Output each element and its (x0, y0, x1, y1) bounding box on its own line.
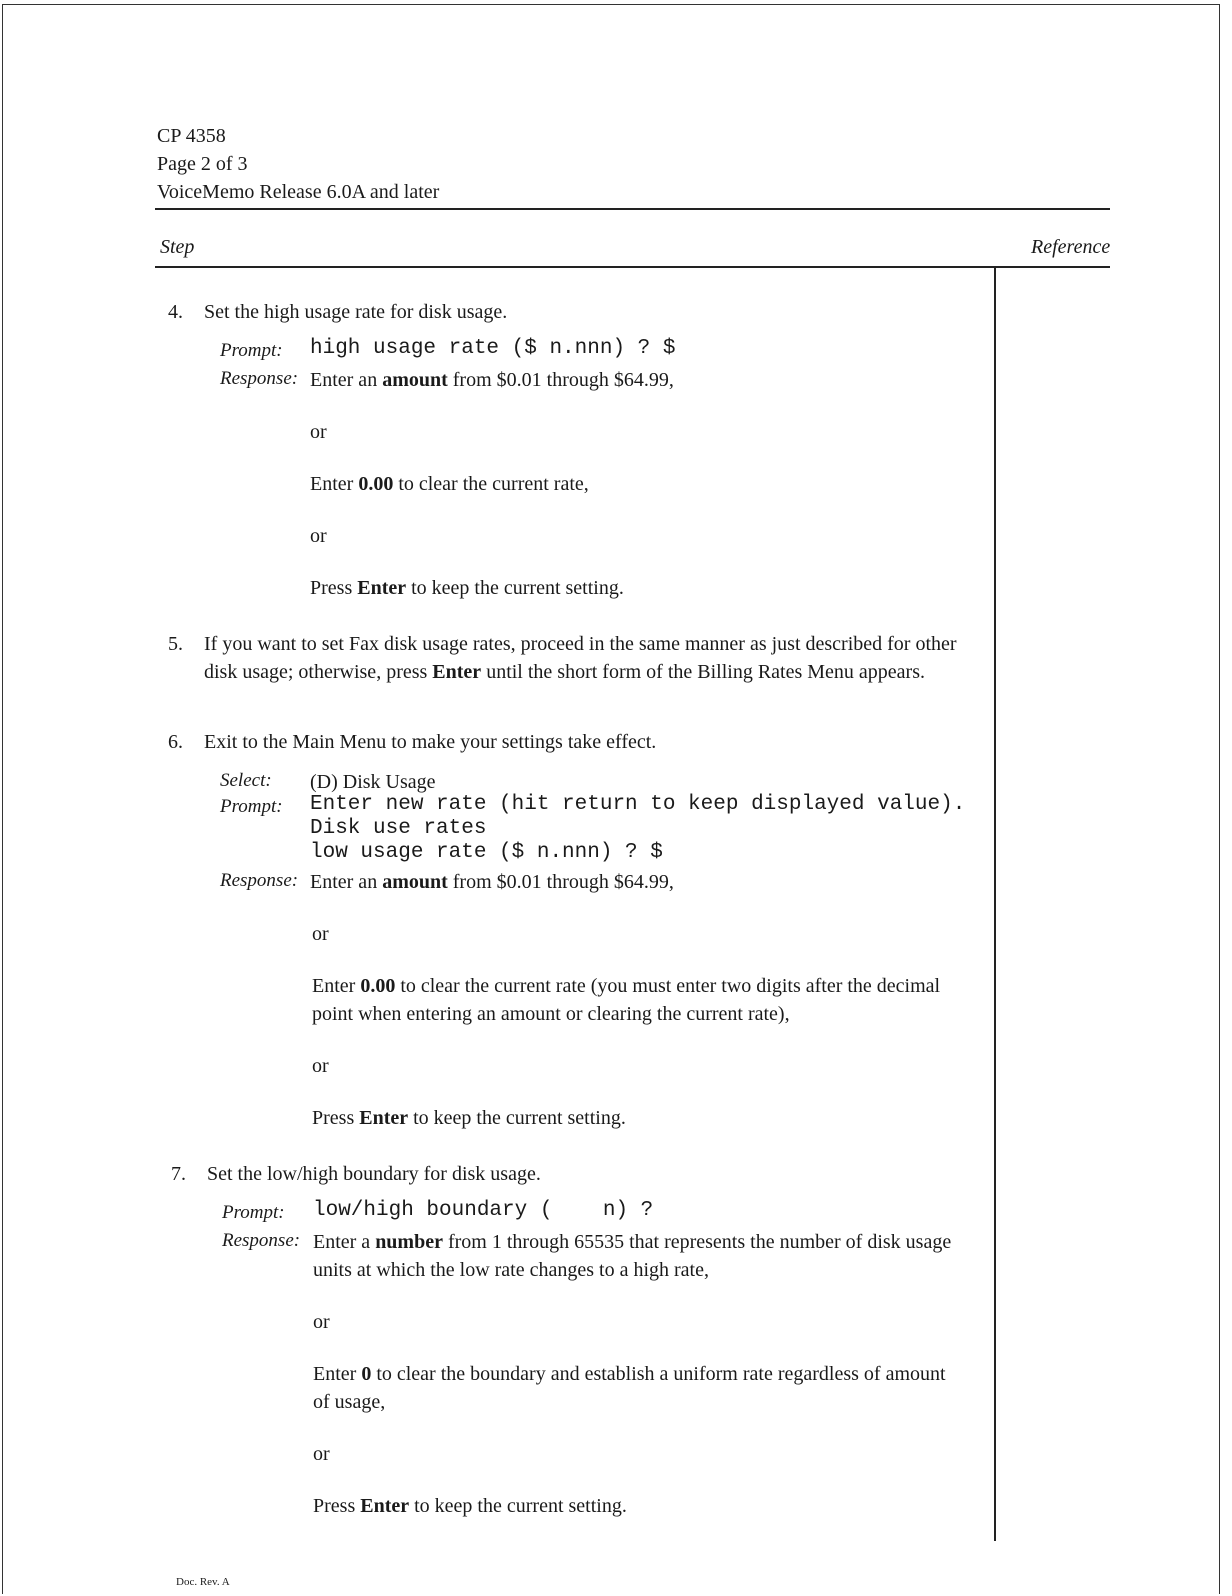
column-header-rule (155, 266, 1110, 268)
doc-id: CP 4358 (157, 125, 226, 147)
or-text: or (313, 1311, 330, 1333)
step-text: Exit to the Main Menu to make your settings take effect. (204, 731, 657, 753)
response-label: Response: (222, 1230, 301, 1251)
prompt-text: low usage rate ($ n.nnn) ? $ (310, 841, 663, 864)
response-option: Press Enter to keep the current setting. (312, 1107, 626, 1129)
or-text: or (310, 525, 327, 547)
or-text: or (312, 923, 329, 945)
step-column-header: Step (160, 236, 195, 258)
select-label: Select: (220, 770, 272, 791)
response-option: Enter a number from 1 through 65535 that represents the number of disk usage units at which the low rate changes to a high rate, (313, 1231, 952, 1281)
reference-column-divider (994, 266, 996, 1541)
step-number: 6. (168, 731, 183, 753)
response-option: Enter 0.00 to clear the current rate, (310, 473, 589, 495)
or-text: or (313, 1443, 330, 1465)
response-option: Press Enter to keep the current setting. (310, 577, 624, 599)
step-number: 7. (171, 1163, 186, 1185)
page-number: Page 2 of 3 (157, 153, 248, 175)
or-text: or (310, 421, 327, 443)
step-number: 4. (168, 301, 183, 323)
step-5 (168, 630, 968, 720)
prompt-text: low/high boundary ( n) ? (313, 1199, 654, 1222)
doc-revision: Doc. Rev. A (176, 1576, 230, 1588)
prompt-label: Prompt: (220, 340, 283, 361)
step-text: Set the low/high boundary for disk usage. (207, 1163, 541, 1185)
header-rule (155, 208, 1110, 210)
response-option: Enter an amount from $0.01 through $64.99, (310, 871, 674, 893)
response-option: Enter an amount from $0.01 through $64.99, (310, 369, 674, 391)
or-text: or (312, 1055, 329, 1077)
step-number: 5. (168, 633, 183, 655)
select-text: (D) Disk Usage (310, 771, 436, 793)
step-text: Set the high usage rate for disk usage. (204, 301, 508, 323)
response-option: Press Enter to keep the current setting. (313, 1495, 627, 1517)
step-text: If you want to set Fax disk usage rates, proceed in the same manner as just described for other disk usage; otherwise, press Enter until the short form of the Billing Rates Menu appears. (204, 633, 957, 683)
prompt-label: Prompt: (222, 1202, 285, 1223)
response-option: Enter 0 to clear the boundary and establish a uniform rate regardless of amount of usage, (313, 1363, 946, 1413)
prompt-text: Enter new rate (hit return to keep displayed value). (310, 793, 966, 816)
prompt-text: Disk use rates (310, 817, 487, 840)
response-option: Enter 0.00 to clear the current rate (you must enter two digits after the decimal point when entering an amount or clearing the current rate), (312, 975, 941, 1025)
prompt-label: Prompt: (220, 796, 283, 817)
prompt-text: high usage rate ($ n.nnn) ? $ (310, 337, 676, 360)
release-info: VoiceMemo Release 6.0A and later (157, 181, 440, 203)
response-label: Response: (220, 368, 299, 389)
reference-column-header: Reference (1031, 236, 1111, 258)
response-label: Response: (220, 870, 299, 891)
